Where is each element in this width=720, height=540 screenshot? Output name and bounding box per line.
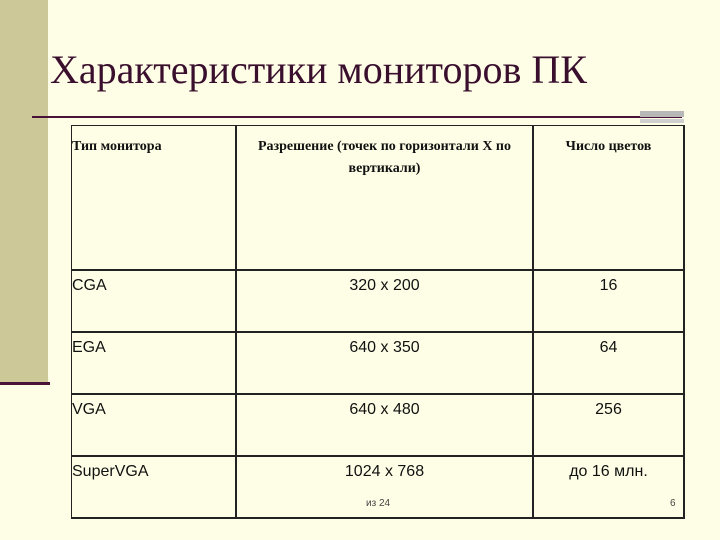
cell-resolution: 320 х 200 [236, 270, 533, 332]
cell-color-count: до 16 млн. [533, 456, 684, 518]
cell-monitor-type: SuperVGA [72, 456, 237, 518]
table-row [72, 332, 685, 394]
monitor-specs-table [71, 125, 685, 519]
left-decor-line [0, 382, 50, 385]
header-color-count: Число цветов [533, 126, 684, 271]
cell-monitor-type: CGA [72, 270, 237, 332]
cell-monitor-type: EGA [72, 332, 237, 394]
header-monitor-type: Тип монитора [72, 126, 237, 271]
title-underline [32, 116, 682, 118]
cell-color-count: 64 [533, 332, 684, 394]
table-row [72, 270, 685, 332]
footer-total-pages: из 24 [366, 498, 391, 509]
cell-monitor-type: VGA [72, 394, 237, 456]
left-decor-bar [0, 0, 48, 382]
cell-resolution: 640 х 350 [236, 332, 533, 394]
cell-color-count: 16 [533, 270, 684, 332]
title-rule-accent [640, 111, 684, 117]
cell-resolution: 1024 х 768 [236, 456, 533, 518]
footer-page-number: 6 [670, 498, 676, 509]
title-rule-accent-2 [640, 119, 684, 123]
table-row [72, 394, 685, 456]
cell-resolution: 640 х 480 [236, 394, 533, 456]
slide-title: Характеристики мониторов ПК [50, 47, 587, 92]
cell-color-count: 256 [533, 394, 684, 456]
header-resolution: Разрешение (точек по горизонтали Х по вертикали) [236, 126, 533, 271]
table-header-row [72, 126, 685, 271]
